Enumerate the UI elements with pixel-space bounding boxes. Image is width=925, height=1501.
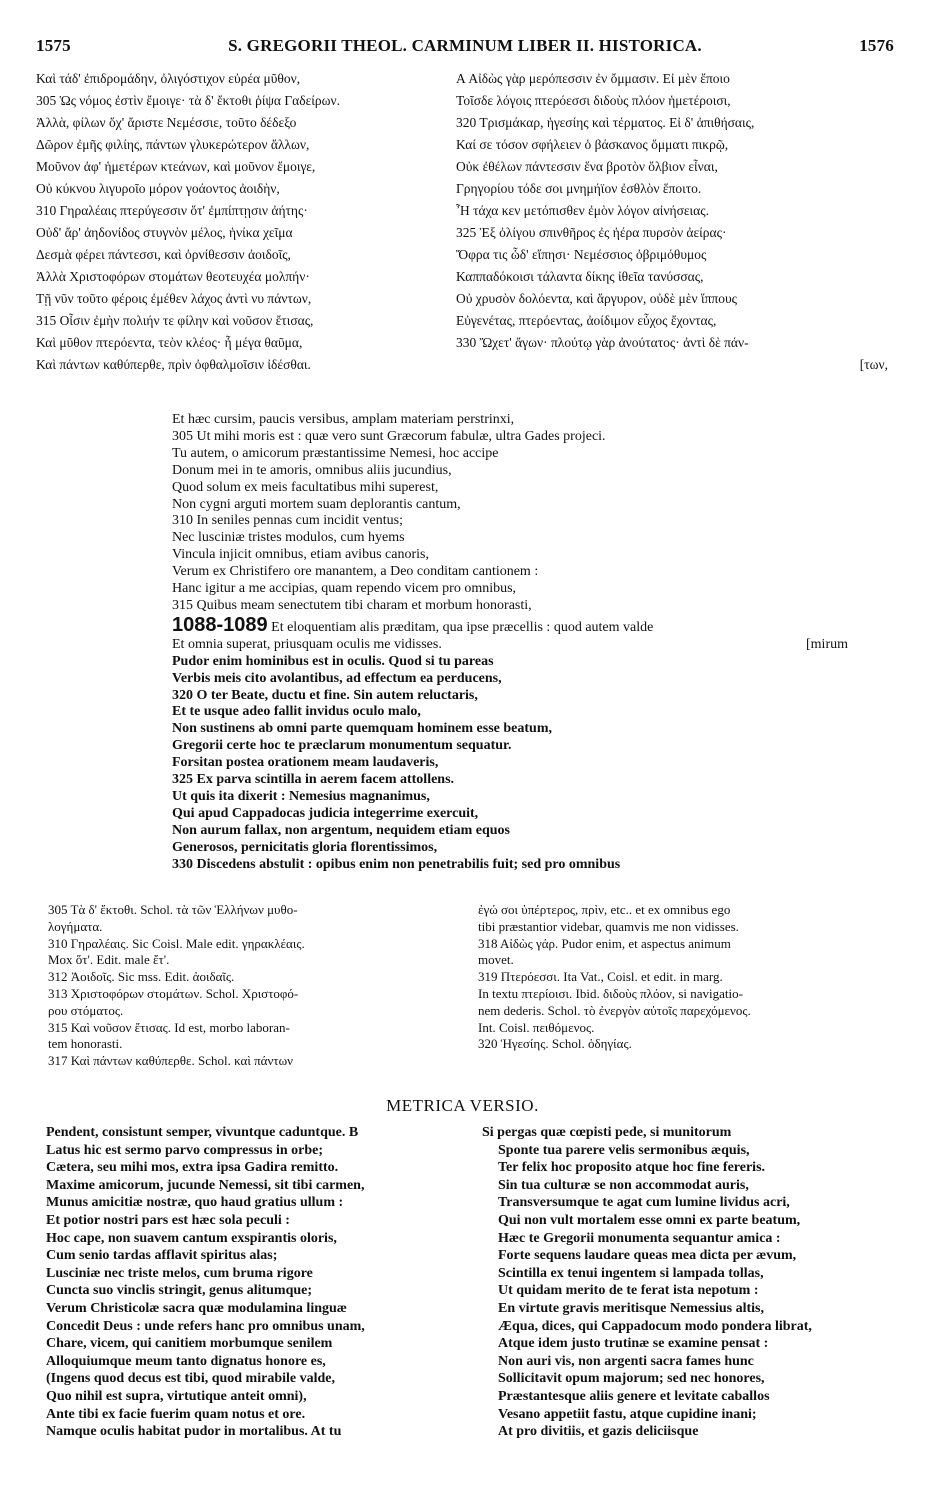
footnote-line: 305 Τὰ δ' ἔκτοθι. Schol. τὰ τῶν Ἑλλήνων μυθο- [48,902,298,917]
footnote-line: 315 Καὶ νοῦσον ἔτισας. Id est, morbo laboran- [48,1019,290,1035]
greek-line: Εὐγενέτας, πτερόεντας, ἀοίδιμον εὖχος ἔχοντας, [456,313,717,328]
footnote-line: 312 Ἀοιδοῖς. Sic mss. Edit. ἀοιδαῖς. [48,969,235,985]
latin-line: Hanc igitur a me accipias, quam rependo vicem pro omnibus, [172,581,517,597]
greek-line: Καί σε τόσον σφήλειεν ὁ βάσκανος ὄμματι πικρῷ, [456,137,729,152]
latin-line: Gregorii certe hoc te præclarum monumentum sequatur. [172,738,512,754]
metrica-versio-right-column [482,1124,902,1441]
greek-line: 320 Τρισμάκαρ, ἡγεσίης καὶ τέρματος. Εἰ δ' ἀπιθήσαις, [456,115,755,130]
page-number-left: 1575 [36,36,71,55]
latin-line: Qui apud Cappadocas judicia integerrime exercuit, [172,805,479,821]
greek-line: Οὐδ' ἄρ' ἀηδονίδος στυγνὸν μέλος, ἡνίκα χεῖμα [36,225,293,240]
latin-line: 320 O ter Beate, ductu et fine. Sin autem reluctaris, [172,687,478,703]
verse-line: Et potior nostri pars est hæc sola peculi : [46,1212,290,1228]
footnote-line: tem honorasti. [48,1036,123,1052]
verse-line: Ut quidam merito de te ferat ista nepotum : [498,1283,759,1299]
verse-line: Hoc cape, non suavem cantum exspirantis oloris, [46,1230,337,1246]
greek-line: Τῇ νῦν τοῦτο φέροις ἐμέθεν λάχος ἀντὶ νυ πάντων, [36,291,312,306]
verse-line: Cætera, seu mihi mos, extra ipsa Gadira remitto. [46,1160,339,1176]
greek-line: 305 Ὡς νόμος ἐστὶν ἔμοιγε· τὰ δ' ἔκτοθι ῥίψα Γαδείρων. [36,93,340,108]
verse-line: Præstantesque aliis genere et levitate caballos [498,1388,770,1404]
greek-line: Μοῦνον ἀφ' ἡμετέρων κτεάνων, καὶ μοῦνον ἔμοιγε, [36,159,316,174]
latin-line: 330 Discedens abstulit : opibus enim non penetrabilis fuit; sed pro omnibus [172,856,621,872]
verse-line: Vesano appetiit fastu, atque cupidine inani; [498,1406,757,1422]
footnote-line: λογήματα. [48,918,103,934]
greek-line: Καππαδόκοισι τάλαντα δίκης ἰθεῖα τανύσσας, [456,269,704,284]
latin-line [172,637,872,654]
verse-line: Sponte tua parere velis sermonibus æquis, [498,1142,750,1158]
latin-line: Non sustinens ab omni parte quemquam hominem esse beatum, [172,721,552,737]
verse-line: Cuncta suo vinclis stringit, genus alitumque; [46,1283,313,1299]
greek-line: Δῶρον ἐμῆς φιλίης, πάντων γλυκερώτερον ἄλλων, [36,137,310,152]
latin-line: Nec lusciniæ tristes modulos, cum hyems [172,530,405,546]
greek-line: A Αἰδὼς γὰρ μερόπεσσιν ἐν ὄμμασιν. Εἰ μὲν ἔποιο [456,71,730,86]
footnote-line: Int. Coisl. πειθόμενος. [478,1019,595,1035]
verse-line: Æqua, dices, qui Cappadocum modo pondera librat, [498,1318,812,1334]
running-title: S. GREGORII THEOL. CARMINUM LIBER II. HISTORICA. [228,36,702,55]
footnote-line: 313 Χριστοφόρων στομάτων. Schol. Χριστοφό- [48,985,299,1001]
footnote-line: ρου στόματος. [48,1002,124,1018]
verse-line: (Ingens quod decus est tibi, quod mirabile valde, [46,1371,335,1387]
greek-text-left-column [36,68,456,376]
verse-line: Pendent, consistunt semper, vivuntque caduntque. B [46,1125,359,1140]
greek-line: 325 Ἐξ ὀλίγου σπινθῆρος ἐς ἠέρα πυρσὸν ἀείρας· [456,225,727,240]
footnote-line: tibi præstantior videbar, quamvis me non vidisses. [478,918,739,934]
verse-line: Lusciniæ nec triste melos, cum bruma rigore [46,1265,313,1281]
footnote-line: 320 Ἡγεσίης. Schol. ὁδηγίας. [478,1036,632,1052]
verse-line: Quo nihil est supra, virtutique anteit omni), [46,1388,307,1404]
footnote-line: 317 Καὶ πάντων καθύπερθε. Schol. καὶ πάντων [48,1053,294,1069]
latin-line-text: Et eloquentiam alis præditam, qua ipse præcellis : quod autem valde [267,619,654,635]
verse-line: Ante tibi ex facie fuerim quam notus et ore. [46,1406,306,1422]
greek-line: Ἦ τάχα κεν μετόπισθεν ἐμὸν λόγον αἰνήσειας. [456,203,709,218]
verse-line: Forte sequens laudare queas mea dicta per ævum, [498,1248,797,1264]
verse-line: Verum Christicolæ sacra quæ modulamina linguæ [46,1300,347,1316]
greek-line: Ἀλλὰ, φίλων ὄχ' ἄριστε Νεμέσσιε, τοῦτο δέδεξο [36,115,297,130]
greek-line: Οὐ κύκνου λιγυροῖο μόρον γοάοντος ἀοιδὴν, [36,181,280,196]
latin-line: Non aurum fallax, non argentum, nequidem etiam equos [172,822,510,838]
metrica-versio-left-column [46,1124,480,1441]
verse-line: Concedit Deus : unde refers hanc pro omnibus unam, [46,1318,365,1334]
verse-line: Cum senio tardas afflavit spiritus alas; [46,1248,278,1264]
latin-line: Non cygni arguti mortem suam deplorantis cantum, [172,496,461,512]
latin-line: Et hæc cursim, paucis versibus, amplam materiam perstrinxi, [172,412,515,427]
footnote-line: 318 Αἰδὼς γάρ. Pudor enim, et aspectus animum [478,935,731,951]
footnotes-right-column [478,902,898,1053]
footnote-line: 310 Γηραλέαις. Sic Coisl. Male edit. γηρακλέαις. [48,935,305,951]
greek-line: Ὄφρα τις ὧδ' εἴπησι· Νεμέσσιος ὀβριμόθυμος [456,247,707,262]
footnote-line: Mox ὅτ'. Edit. male ἔτ'. [48,952,170,968]
verse-line: Transversumque te agat cum lumine lividus acri, [498,1195,790,1211]
latin-line: 310 In seniles pennas cum incidit ventus; [172,513,403,529]
verse-line: En virtute gravis meritisque Nemessius altis, [498,1300,764,1316]
verse-line: Sin tua culturæ se non accommodat auris, [498,1177,749,1193]
footnote-line: In textu πτερίοισι. Ibid. διδοὺς πλόον, si navigatio- [478,985,743,1001]
latin-line: Verbis meis cito avolantibus, ad effectum ea perducens, [172,670,502,686]
verse-line: Sollicitavit opum majorum; sed nec honores, [498,1371,765,1387]
verse-line: Latus hic est sermo parvo compressus in orbe; [46,1142,324,1158]
greek-line: Οὐκ ἐθέλων πάντεσσιν ἕνα βροτὸν ὄλβιον εἶναι, [456,159,718,174]
verse-line: Maxime amicorum, jucunde Nemessi, sit tibi carmen, [46,1177,365,1193]
greek-text-right-column [456,68,896,376]
footnotes-left-column [48,902,468,1070]
greek-line-continuation: [των, [859,357,888,372]
greek-line: 330 Ὤχετ' ἄγων· πλούτῳ γὰρ ἀνούτατος· ἀντὶ δὲ πάν- [456,335,749,350]
greek-line: Καὶ πάντων καθύπερθε, πρὶν ὀφθαλμοῖσιν ἰδέσθαι. [36,357,311,372]
latin-line-with-column-number [172,617,872,637]
latin-line: Donum mei in te amoris, omnibus aliis jucundius, [172,462,452,478]
footnote-line: nem dederis. Schol. τὸ ἐνεργὸν αὐτοῖς παρεχόμενος. [478,1002,751,1018]
latin-line: Pudor enim hominibus est in oculis. Quod si tu pareas [172,653,494,669]
latin-line: Generosos, pernicitatis gloria florentissimos, [172,839,438,855]
verse-line: Scintilla ex tenui ingentem si lampada tollas, [498,1265,764,1281]
latin-line: 325 Ex parva scintilla in aerem facem attollens. [172,772,455,788]
greek-line: Ἀλλὰ Χριστοφόρων στομάτων θεοτευχέα μολπήν· [36,269,310,284]
latin-translation [172,412,872,873]
footnote-line: movet. [478,952,514,968]
verse-line: Munus amicitiæ nostræ, quo haud gratius ullum : [46,1195,344,1211]
latin-line: Et te usque adeo fallit invidus oculo malo, [172,704,421,720]
latin-line: Verum ex Christifero ore manantem, a Deo conditam cantionem : [172,564,539,580]
verse-line: Si pergas quæ cœpisti pede, si munitorum [482,1125,732,1140]
footnote-line: ἐγώ σοι ὑπέρτερος, πρὶν, etc.. et ex omnibus ego [478,902,731,917]
greek-line: Καὶ τάδ' ἐπιδρομάδην, ὀλιγόστιχον εὐρέα μῦθον, [36,71,301,86]
verse-line: Namque oculis habitat pudor in mortalibus. At tu [46,1424,342,1440]
verse-line: At pro divitiis, et gazis deliciisque [498,1424,699,1440]
running-header [36,36,894,58]
footnote-line: 319 Πτερόεσσι. Ita Vat., Coisl. et edit. in marg. [478,969,723,985]
greek-line: 315 Οἷσιν ἐμὴν πολιήν τε φίλην καὶ νοῦσον ἔτισας, [36,313,314,328]
latin-line: Ut quis ita dixerit : Nemesius magnanimus, [172,788,430,804]
latin-line: Vincula injicit omnibus, etiam avibus canoris, [172,547,429,563]
latin-line: Forsitan postea orationem meam laudaveris, [172,755,439,771]
section-heading: METRICA VERSIO. [386,1096,539,1115]
verse-line: Qui non vult mortalem esse omni ex parte beatum, [498,1212,801,1228]
verse-line: Atque idem justo trutinæ se examine pensat : [498,1336,769,1352]
verse-line: Alloquiumque meum tanto dignatus honore es, [46,1353,326,1369]
verse-line: Non auri vis, non argenti sacra fames hunc [498,1353,754,1369]
latin-line: 315 Quibus meam senectutem tibi charam et morbum honorasti, [172,597,532,613]
verse-line: Ter felix hoc proposito atque hoc fine fereris. [498,1160,766,1176]
latin-line: 305 Ut mihi moris est : quæ vero sunt Græcorum fabulæ, ultra Gades projeci. [172,428,606,444]
greek-line: Τοῖσδε λόγοις πτερόεσσι διδοὺς πλόον ἡμετέροισι, [456,93,731,108]
latin-line: Quod solum ex meis facultatibus mihi superest, [172,479,439,495]
greek-line: 310 Γηραλέαις πτερύγεσσιν ὅτ' ἐμπίπτῃσιν ἀήτης· [36,203,308,218]
page-number-right: 1576 [859,36,894,55]
latin-line-text: Et omnia superat, priusquam oculis me vidisses. [172,636,442,652]
latin-overflow-word: [mirum [806,636,848,652]
latin-line: Tu autem, o amicorum præstantissime Nemesi, hoc accipe [172,445,499,461]
greek-line: Δεσμὰ φέρει πάντεσσι, καὶ ὀρνίθεσσιν ἀοιδοῖς, [36,247,291,262]
greek-line: Οὐ χρυσὸν δολόεντα, καὶ ἄργυρον, οὐδὲ μὲν ἵππους [456,291,737,306]
greek-line: Καὶ μῦθον πτερόεντα, τεὸν κλέος· ἦ μέγα θαῦμα, [36,335,303,350]
greek-line: Γρηγορίου τόδε σοι μνημήϊον ἐσθλὸν ἕποιτο. [456,181,702,196]
migne-column-number: 1088-1089 [172,616,268,636]
verse-line: Chare, vicem, qui canitiem morbumque senilem [46,1336,333,1352]
verse-line: Hæc te Gregorii monumenta sequantur amica : [498,1230,781,1246]
